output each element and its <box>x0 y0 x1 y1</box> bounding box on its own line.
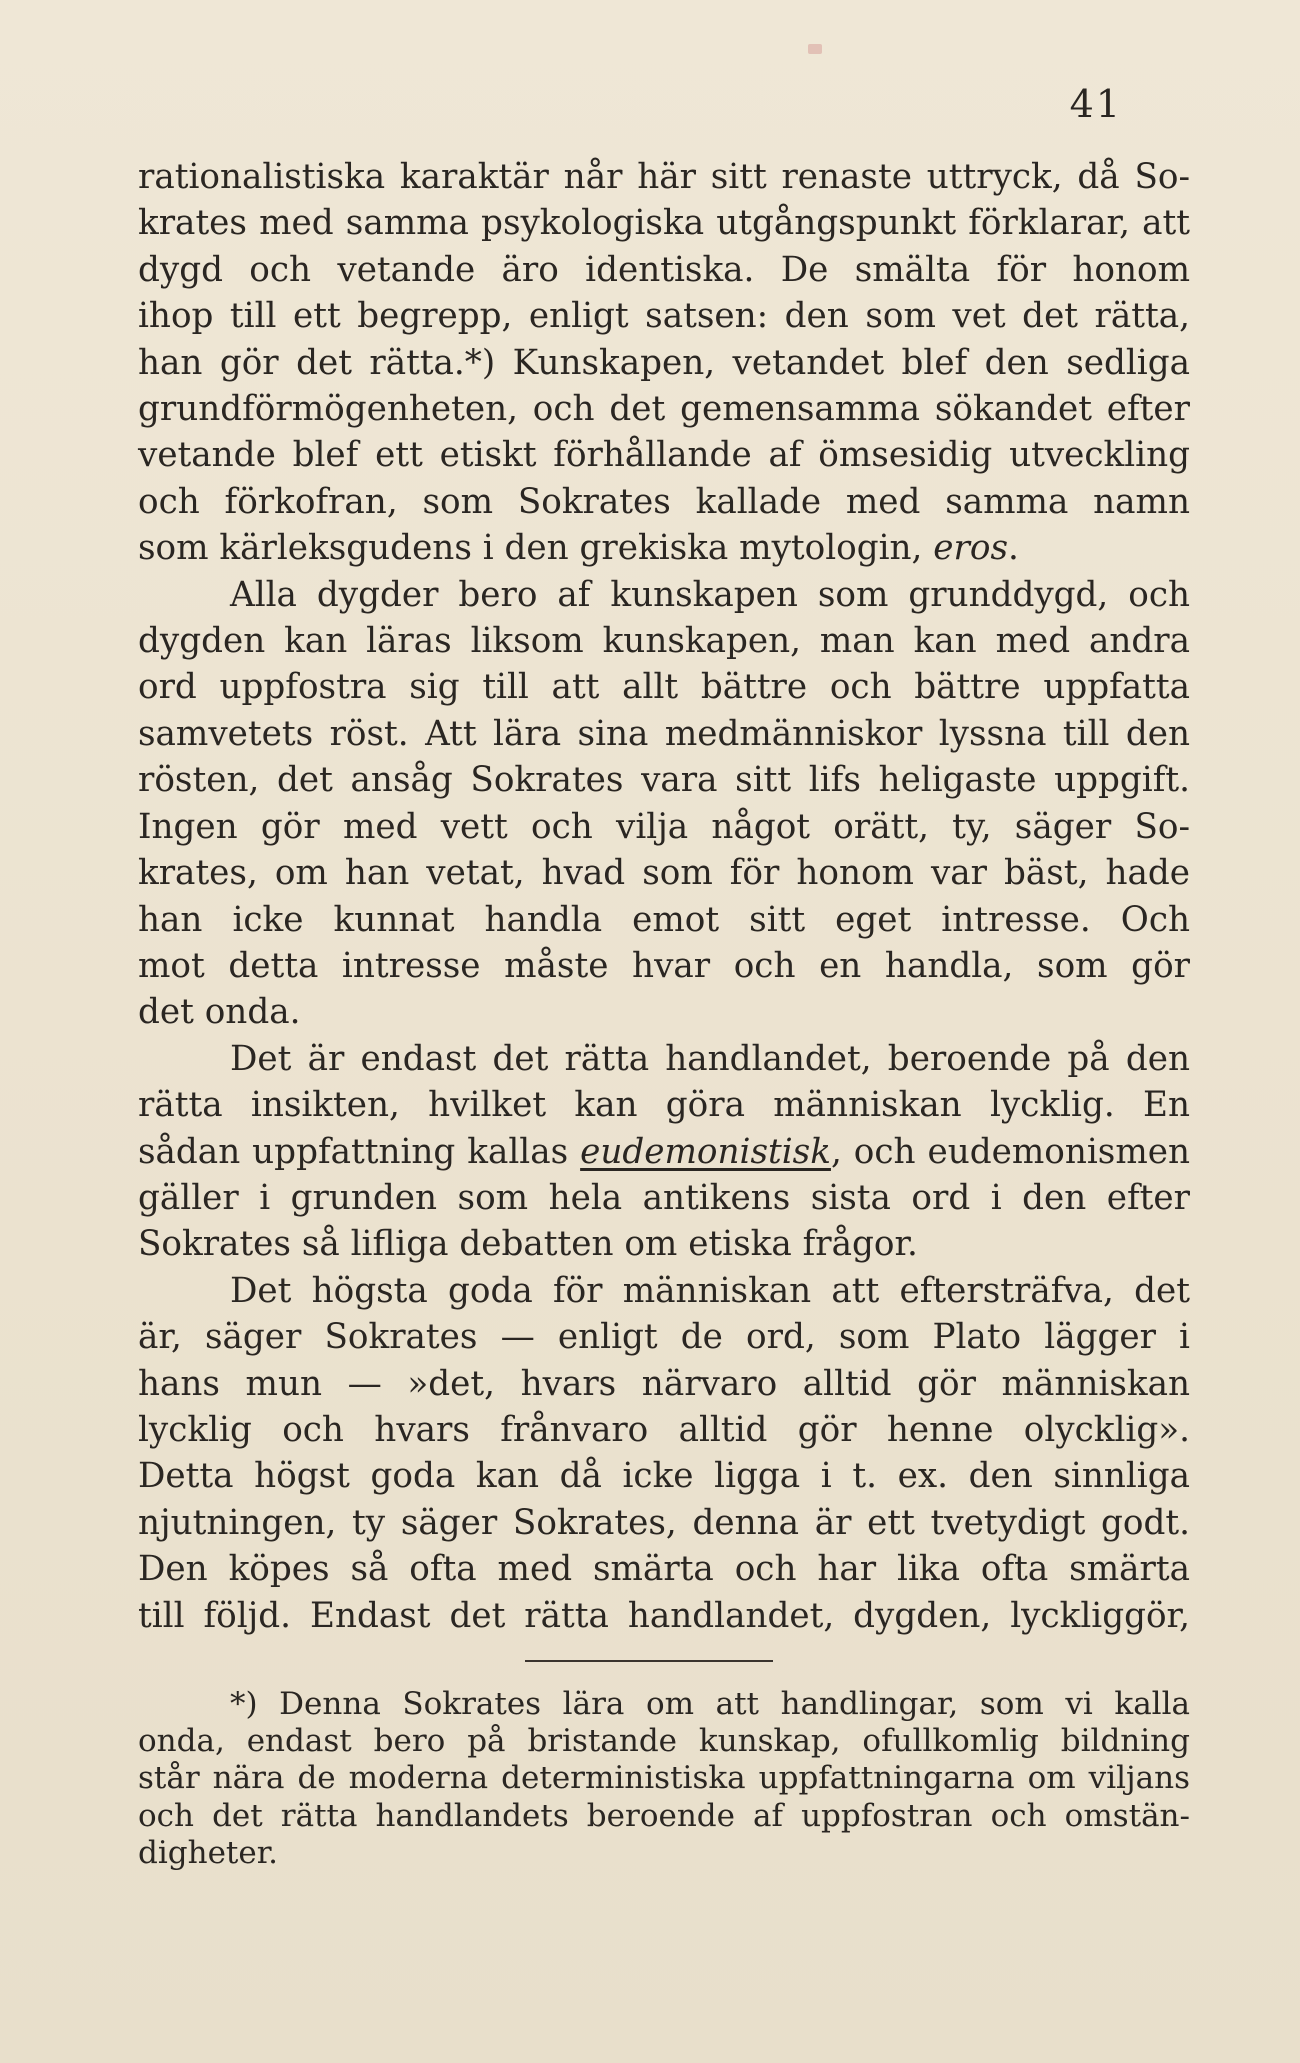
text-line: och förkofran, som Sokrates kallade med samma namn <box>138 481 1190 522</box>
text-line: lycklig och hvars frånvaro alltid gör henne olycklig». <box>138 1409 1190 1450</box>
footnote-line: onda, endast bero på bristande kunskap, ofullkomlig bildning <box>138 1723 1190 1760</box>
footnote <box>138 1686 1190 1872</box>
text-line: rösten, det ansåg Sokrates vara sitt lifs heligaste uppgift. <box>138 760 1190 801</box>
body-text <box>138 154 1190 1639</box>
text-line: är, säger Sokrates — enligt de ord, som Plato lägger i <box>138 1317 1190 1358</box>
text-line: han icke kunnat handla emot sitt eget intresse. Och <box>138 899 1190 940</box>
text-line: sådan uppfattning kallas eudemonistisk, och eudemonismen <box>138 1131 1190 1172</box>
footnote-line: och det rätta handlandets beroende af uppfostran och omstän- <box>138 1797 1190 1834</box>
text-line: grundförmögenheten, och det gemensamma sökandet efter <box>138 389 1190 430</box>
footnote-line: digheter. <box>138 1834 278 1871</box>
text-line: Sokrates så lifliga debatten om etiska frågor. <box>138 1224 918 1265</box>
text-line: njutningen, ty säger Sokrates, denna är ett tvetydigt godt. <box>138 1502 1190 1543</box>
text-line: Det högsta goda för människan att eftersträfva, det <box>230 1270 1190 1311</box>
text-line: dygden kan läras liksom kunskapen, man kan med andra <box>138 621 1190 662</box>
footnote-line: *) Denna Sokrates lära om att handlingar, som vi kalla <box>230 1686 1190 1722</box>
footnote-separator <box>525 1660 773 1662</box>
footnote-line: står nära de moderna deterministiska uppfattningarna om viljans <box>138 1760 1190 1797</box>
text-line: Ingen gör med vett och vilja något orätt, ty, säger So- <box>138 806 1190 847</box>
text-line: till följd. Endast det rätta handlandet, dygden, lyckliggör, <box>138 1595 1190 1636</box>
text-line: krates, om han vetat, hvad som för honom var bäst, hade <box>138 853 1190 894</box>
text-line: krates med samma psykologiska utgångspunkt förklarar, att <box>138 203 1190 244</box>
ink-smudge <box>808 44 822 54</box>
text-line: ihop till ett begrepp, enligt satsen: den som vet det rätta, <box>138 296 1190 337</box>
text-line: hans mun — »det, hvars närvaro alltid gör människan <box>138 1363 1190 1404</box>
text-line: rationalistiska karaktär når här sitt renaste uttryck, då So- <box>138 157 1190 197</box>
text-line: rätta insikten, hvilket kan göra människan lycklig. En <box>138 1085 1190 1126</box>
text-line: Det är endast det rätta handlandet, beroende på den <box>230 1038 1190 1079</box>
text-line: Detta högst goda kan då icke ligga i t. ex. den sinnliga <box>138 1456 1190 1497</box>
text-line: gäller i grunden som hela antikens sista ord i den efter <box>138 1177 1190 1218</box>
page-number: 41 <box>1069 82 1122 126</box>
text-line: som kärleksgudens i den grekiska mytologin, eros. <box>138 528 1019 569</box>
text-line: mot detta intresse måste hvar och en handla, som gör <box>138 945 1190 986</box>
text-line: vetande blef ett etiskt förhållande af ömsesidig utveckling <box>138 435 1190 476</box>
text-line: dygd och vetande äro identiska. De smälta för honom <box>138 249 1190 290</box>
text-line: det onda. <box>138 992 301 1033</box>
text-line: samvetets röst. Att lära sina medmänniskor lyssna till den <box>138 713 1190 754</box>
text-line: Den köpes så ofta med smärta och har lika ofta smärta <box>138 1549 1190 1590</box>
text-line: ord uppfostra sig till att allt bättre och bättre uppfatta <box>138 667 1190 708</box>
text-line: Alla dygder bero af kunskapen som grunddygd, och <box>230 574 1190 615</box>
text-line: han gör det rätta.*) Kunskapen, vetandet blef den sedliga <box>138 342 1190 383</box>
